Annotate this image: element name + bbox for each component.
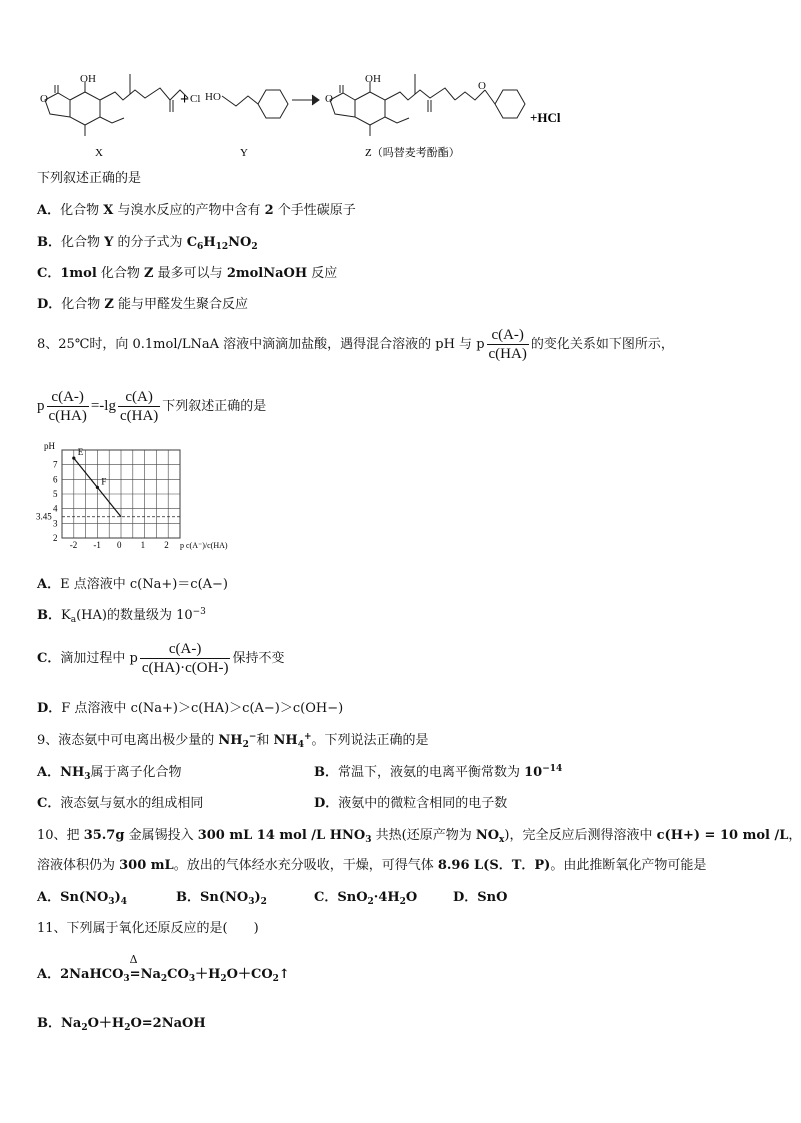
chart-y-label: pH xyxy=(44,441,55,451)
y-tick-label: 4 xyxy=(53,503,58,514)
q8-stem: 8、25℃时，向 0.1mol/LNaA 溶液中滴滴加盐酸，遇得混合溶液的 pH 与 p $\frac{c(A-)}{c(HA)}$ 的变化关系如下图所示， xyxy=(37,327,674,362)
q10-stem-line1: 10、把 35.7g 金属锡投入 300 mL 14 mol /L $HNO_3$ 共热(还原产物为 $NO_x$)，完全反应后测得溶液中 c(H+) = 10 mol /L， xyxy=(37,828,801,845)
q10-option-c: C．$SnO_2\cdot 4H_2O$ xyxy=(314,890,418,907)
chart-ticks xyxy=(36,460,169,550)
x-tick-label: 0 xyxy=(117,540,122,550)
q9-option-a: A．$NH_3$属于离子化合物 xyxy=(37,765,182,782)
x-tick-label: 2 xyxy=(164,540,169,550)
compound-x-label: X xyxy=(95,147,103,159)
z-ester-o-label: O xyxy=(478,80,486,92)
z-o-label: O xyxy=(325,93,333,105)
q11-stem: 11、下列属于氧化还原反应的是( ) xyxy=(37,921,259,936)
q8-option-a: A．E 点溶液中 c(Na+)＝c(A−) xyxy=(37,577,228,592)
y-tick-label: 2 xyxy=(53,533,58,543)
ph-chart xyxy=(34,438,228,562)
q8-p-definition: p $\frac{c(A-)}{c(HA)}$ =-lg $\frac{c(A)}{c(HA)}$ 下列叙述正确的是 xyxy=(37,389,267,424)
q7-option-a: A．化合物 X 与溴水反应的产物中含有 2 个手性碳原子 xyxy=(37,203,356,218)
delta-symbol: Δ xyxy=(129,953,138,966)
x-tick-label: -2 xyxy=(69,540,78,550)
compound-z-structure xyxy=(330,74,525,136)
compound-z-label: Z（吗替麦考酚酯） xyxy=(365,147,460,159)
q7-option-c: C．1mol 化合物 Z 最多可以与 2molNaOH 反应 xyxy=(37,266,338,281)
y-ho-label: HO xyxy=(205,91,221,103)
x-o-label: O xyxy=(40,93,48,105)
q9-option-c: C．液态氨与氨水的组成相同 xyxy=(37,796,204,811)
q10-stem-line2: 溶液体积仍为 300 mL。放出的气体经水充分吸收，干燥，可得气体 8.96 L(S．T．P)。由此推断氧化产物可能是 xyxy=(37,858,707,873)
q10-option-a: A．$Sn(NO_3)_4$ xyxy=(37,890,127,907)
y-marker-label: 3.45 xyxy=(36,511,52,522)
q9-stem: 9、液态氨中可电离出极少量的 $NH_2^-$和 $NH_4^+$。下列说法正确的是 xyxy=(37,732,429,750)
q8-option-d: D．F 点溶液中 c(Na+)＞c(HA)＞c(A−)＞c(OH−) xyxy=(37,701,344,716)
q10-option-d: D．SnO xyxy=(453,890,508,905)
q10-option-b: B．$Sn(NO_3)_2$ xyxy=(176,890,267,907)
point-label-F: F xyxy=(101,476,107,487)
compound-y-structure xyxy=(222,90,288,118)
reaction-scheme xyxy=(0,60,794,165)
q11-option-a: A．2NaHCO$_3$ Δ $=Na_2CO_3+H_2O+CO_2↑$ xyxy=(37,953,290,984)
point-F xyxy=(96,486,99,489)
y-tick-label: 7 xyxy=(53,459,58,470)
y-tick-label: 5 xyxy=(53,489,58,499)
q9-option-b: B．常温下，液氨的电离平衡常数为 $10^{-14}$ xyxy=(314,764,563,780)
plus-sign: + xyxy=(180,91,190,108)
chart-x-label: p c(A⁻)/c(HA) xyxy=(180,541,228,550)
y-tick-label: 6 xyxy=(53,474,58,485)
q8-option-c: C．滴加过程中 p $\frac{c(A-)}{c(HA)\cdot c(OH-)}$ 保持不变 xyxy=(37,641,285,676)
x-oh-label: OH xyxy=(80,73,96,85)
q9-option-d: D．液氨中的微粒含相同的电子数 xyxy=(314,796,508,811)
x-tick-label: 1 xyxy=(140,540,146,550)
q7-stem: 下列叙述正确的是 xyxy=(37,171,142,186)
compound-x-structure xyxy=(45,74,188,136)
q7-option-b: B．化合物 Y 的分子式为 $C_6H_{12}NO_2$ xyxy=(37,235,258,252)
point-label-E: E xyxy=(77,447,84,458)
q11-option-b: B．$Na_2O+H_2O=2NaOH$ xyxy=(37,1016,206,1033)
compound-y-label: Y xyxy=(240,147,248,159)
x-cl-label: Cl xyxy=(190,93,201,105)
x-tick-label: -1 xyxy=(93,540,101,550)
hcl-label: +HCl xyxy=(530,110,561,125)
chart-grid xyxy=(62,450,180,538)
q7-option-d: D．化合物 Z 能与甲醛发生聚合反应 xyxy=(37,297,249,312)
y-tick-label: 3 xyxy=(53,518,58,529)
point-E xyxy=(72,456,75,459)
q8-option-b: B．$K_a(HA)$的数量级为 $10^{-3}$ xyxy=(37,607,206,625)
z-oh-label: OH xyxy=(365,73,381,85)
